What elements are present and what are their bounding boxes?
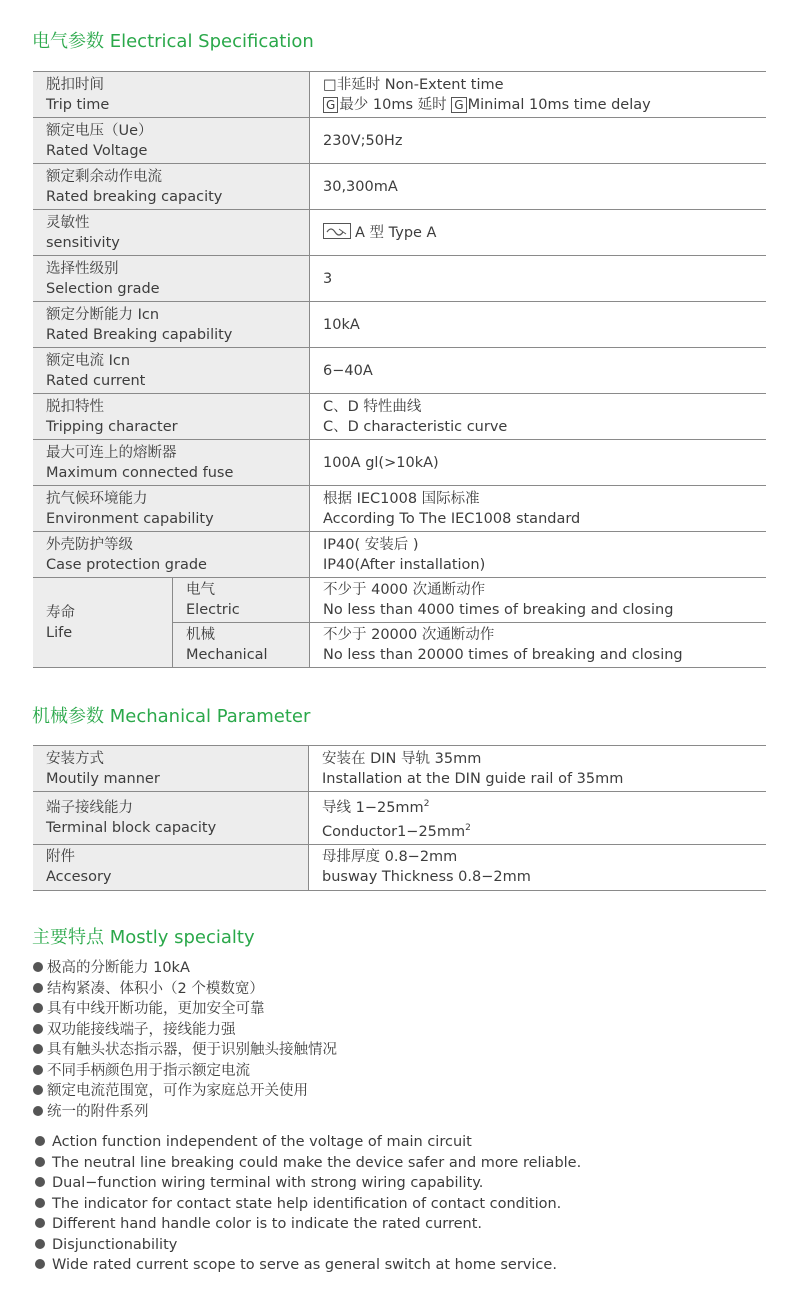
label-en: Life (46, 624, 73, 641)
label-en: sensitivity (46, 234, 120, 251)
list-item (33, 999, 337, 1020)
value-text: 不少于 4000 次通断动作 (323, 582, 486, 598)
list-item (33, 1173, 581, 1194)
life-electric-label (173, 578, 310, 623)
list-item-text: Action function independent of the voltage of main circuit (52, 1134, 472, 1150)
row-value (310, 486, 767, 532)
list-item-text: 具有触头状态指示器，便于识别触头接触情况 (47, 1042, 337, 1058)
label-zh: 选择性级别 (46, 260, 119, 277)
table-row (33, 578, 766, 623)
row-value: 6−40A (310, 348, 767, 394)
life-mechanical-label (173, 623, 310, 668)
mechanical-section-title: 机械参数 Mechanical Parameter (32, 706, 311, 727)
row-value (309, 746, 767, 792)
row-value (309, 792, 767, 845)
value-line (323, 75, 766, 95)
list-item-text: Dual−function wiring terminal with strong wiring capability. (52, 1175, 484, 1191)
table-row (33, 486, 766, 532)
value-text: busway Thickness 0.8−2mm (322, 869, 531, 886)
bullet-icon (35, 1177, 45, 1187)
bullet-icon (35, 1218, 45, 1228)
label-en: Rated Breaking capability (46, 326, 233, 343)
label-en: Trip time (46, 96, 110, 113)
value-text: 安装在 DIN 导轨 35mm (322, 750, 482, 767)
table-row (33, 792, 766, 845)
row-label (33, 792, 309, 845)
label-en: Mechanical (186, 647, 268, 663)
list-item (33, 1081, 337, 1102)
row-label (33, 256, 310, 302)
row-label (33, 440, 310, 486)
label-zh: 额定电压（Ue） (46, 122, 153, 139)
row-label (33, 746, 309, 792)
row-value (309, 844, 767, 890)
value-text: No less than 20000 times of breaking and closing (323, 647, 683, 663)
bullet-icon (33, 1003, 43, 1013)
bullet-icon (33, 983, 43, 993)
label-zh: 最大可连上的熔断器 (46, 444, 177, 461)
bullet-icon (33, 1085, 43, 1095)
bullet-icon (33, 1065, 43, 1075)
value-text: 导线 1−25mm (322, 799, 424, 816)
bullet-icon (35, 1136, 45, 1146)
label-en: Maximum connected fuse (46, 464, 234, 481)
value-text: 母排厚度 0.8−2mm (322, 849, 458, 866)
row-label (33, 302, 310, 348)
label-zh: 额定分断能力 Icn (46, 306, 160, 323)
list-item (33, 979, 337, 1000)
mechanical-spec-table (33, 745, 766, 891)
list-item-text: 具有中线开断功能，更加安全可靠 (47, 1001, 265, 1017)
bullet-icon (33, 1024, 43, 1034)
row-value (310, 210, 767, 256)
row-label (33, 394, 310, 440)
label-en: Rated breaking capacity (46, 188, 223, 205)
row-value: 10kA (310, 302, 767, 348)
list-item (33, 1061, 337, 1082)
electrical-spec-table (33, 71, 766, 668)
table-row (33, 164, 766, 210)
value-text: IP40( 安装后 ) (323, 536, 419, 553)
row-value (310, 72, 767, 118)
g-mark-icon: G (451, 97, 466, 113)
list-item (33, 1153, 581, 1174)
row-value: 3 (310, 256, 767, 302)
row-value (310, 578, 767, 623)
row-value: 30,300mA (310, 164, 767, 210)
row-label (33, 348, 310, 394)
features-en-list (33, 1132, 581, 1276)
label-zh: 灵敏性 (46, 214, 90, 231)
bullet-icon (35, 1239, 45, 1249)
ac-wave-icon (323, 223, 351, 239)
row-label (33, 532, 310, 578)
label-zh: 安装方式 (46, 750, 104, 767)
bullet-icon (33, 1044, 43, 1054)
list-item (33, 1132, 581, 1153)
row-label (33, 844, 309, 890)
g-mark-icon: G (323, 97, 338, 113)
value-text: No less than 4000 times of breaking and closing (323, 602, 674, 618)
row-label (33, 486, 310, 532)
list-item (33, 1255, 581, 1276)
list-item-text: The indicator for contact state help identification of contact condition. (52, 1195, 562, 1212)
list-item (33, 1102, 337, 1123)
label-zh: 脱扣特性 (46, 398, 104, 415)
table-row (33, 746, 766, 792)
table-row (33, 256, 766, 302)
label-zh: 外壳防护等级 (46, 536, 133, 553)
features-zh-list (33, 958, 337, 1122)
table-row (33, 118, 766, 164)
value-text: C、D 特性曲线 (323, 398, 422, 415)
list-item (33, 958, 337, 979)
label-en: Tripping character (46, 418, 178, 435)
value-text: Conductor1−25mm (322, 823, 466, 840)
table-row (33, 72, 766, 118)
list-item-text: The neutral line breaking could make the device safer and more reliable. (52, 1154, 582, 1171)
value-text: According To The IEC1008 standard (323, 510, 581, 527)
list-item-text: 极高的分断能力 10kA (47, 960, 190, 976)
bullet-icon (33, 1106, 43, 1116)
table-row (33, 532, 766, 578)
label-en: Electric (186, 602, 240, 618)
label-zh: 额定剩余动作电流 (46, 168, 162, 185)
list-item (33, 1235, 581, 1256)
row-label (33, 210, 310, 256)
bullet-icon (35, 1157, 45, 1167)
row-label (33, 72, 310, 118)
label-zh: 机械 (186, 627, 215, 643)
label-zh: 寿命 (46, 604, 75, 621)
electrical-section-title: 电气参数 Electrical Specification (32, 31, 314, 52)
value-text: A 型 Type A (355, 224, 437, 241)
list-item-text: 双功能接线端子，接线能力强 (47, 1021, 236, 1038)
value-text: 最少 10ms 延时 (339, 96, 452, 113)
value-text: 根据 IEC1008 国际标准 (323, 490, 480, 507)
list-item (33, 1214, 581, 1235)
label-zh: 抗气候环境能力 (46, 490, 148, 507)
label-en: Environment capability (46, 510, 214, 527)
value-text: IP40(After installation) (323, 556, 486, 573)
value-text: 非延时 Non-Extent time (336, 76, 504, 93)
list-item-text: 不同手柄颜色用于指示额定电流 (47, 1062, 250, 1079)
label-en: Accesory (46, 869, 112, 886)
list-item (33, 1040, 337, 1061)
label-zh: 额定电流 Icn (46, 352, 131, 369)
value-text: Installation at the DIN guide rail of 35mm (322, 770, 624, 787)
label-en: Terminal block capacity (46, 819, 217, 836)
label-en: Case protection grade (46, 556, 207, 573)
list-item (33, 1194, 581, 1215)
value-text: C、D characteristic curve (323, 418, 508, 435)
bullet-icon (35, 1198, 45, 1208)
table-row (33, 394, 766, 440)
table-row (33, 348, 766, 394)
label-en: Rated Voltage (46, 142, 148, 159)
label-en: Moutily manner (46, 770, 160, 787)
life-label (33, 578, 173, 668)
list-item-text: Wide rated current scope to serve as general switch at home service. (52, 1257, 557, 1273)
row-value (310, 623, 767, 668)
list-item-text: Disjunctionability (52, 1236, 178, 1253)
bullet-icon (33, 962, 43, 972)
row-value (310, 394, 767, 440)
label-zh: 电气 (186, 582, 215, 598)
superscript: 2 (423, 799, 430, 809)
list-item (33, 1020, 337, 1041)
list-item-text: 结构紧凑、体积小（2 个模数宽） (47, 980, 264, 997)
label-zh: 端子接线能力 (46, 799, 133, 816)
list-item-text: Different hand handle color is to indicate the rated current. (52, 1216, 483, 1232)
value-line (323, 95, 766, 115)
row-label (33, 164, 310, 210)
list-item-text: 统一的附件系列 (47, 1103, 149, 1120)
label-en: Rated current (46, 372, 146, 389)
value-text: Minimal 10ms time delay (467, 96, 651, 113)
checkbox-icon: □ (323, 76, 337, 93)
row-value: 100A gl(>10kA) (310, 440, 767, 486)
bullet-icon (35, 1259, 45, 1269)
row-label (33, 118, 310, 164)
row-value: 230V;50Hz (310, 118, 767, 164)
table-row (33, 844, 766, 890)
label-zh: 附件 (46, 849, 75, 866)
label-zh: 脱扣时间 (46, 76, 104, 93)
table-row (33, 210, 766, 256)
row-value (310, 532, 767, 578)
table-row (33, 302, 766, 348)
features-section-title: 主要特点 Mostly specialty (32, 927, 255, 948)
table-row (33, 440, 766, 486)
list-item-text: 额定电流范围宽，可作为家庭总开关使用 (47, 1083, 308, 1099)
value-line (322, 818, 766, 842)
label-en: Selection grade (46, 280, 160, 297)
value-text: 不少于 20000 次通断动作 (323, 627, 495, 643)
superscript: 2 (465, 822, 471, 833)
value-line (322, 794, 766, 818)
